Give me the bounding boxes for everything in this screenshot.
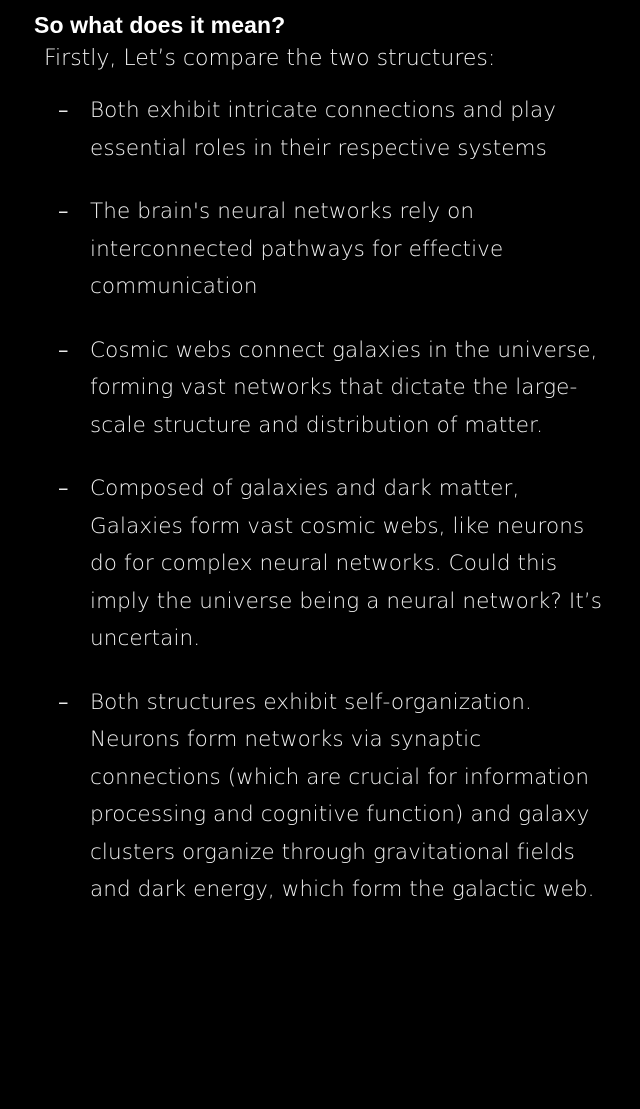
bullet-dash-icon: –	[58, 199, 69, 223]
list-item	[58, 193, 616, 306]
page-title: So what does it mean?	[34, 12, 286, 38]
bullet-dash-icon: –	[58, 337, 69, 362]
intro-paragraph: Firstly, Let’s compare the two structures:	[44, 46, 496, 71]
list-item-text: Both structures exhibit self-organization. Neurons form networks via synaptic connections (which are crucial for information processing and cognitive function) and galaxy clusters organize through gravitational fields and dark energy, which form the galactic web.	[90, 689, 595, 902]
bullet-dash-icon: –	[58, 689, 69, 714]
list-item	[58, 470, 616, 658]
bullet-dash-icon: –	[58, 98, 69, 122]
comparison-list	[24, 92, 616, 909]
bullet-dash-icon: –	[58, 476, 69, 500]
list-item	[58, 684, 616, 909]
list-item-text: Composed of galaxies and dark matter, Galaxies form vast cosmic webs, like neurons do for complex neural networks. Could this imply the universe being a neural network? It’s uncertain.	[90, 476, 603, 651]
list-item	[58, 92, 616, 167]
list-item-text: Both exhibit intricate connections and play essential roles in their respective systems	[90, 98, 557, 161]
list-item	[58, 332, 616, 445]
list-item-text: Cosmic webs connect galaxies in the universe, forming vast networks that dictate the large-scale structure and distribution of matter.	[90, 337, 598, 438]
list-item-text: The brain's neural networks rely on interconnected pathways for effective communication	[90, 199, 504, 299]
